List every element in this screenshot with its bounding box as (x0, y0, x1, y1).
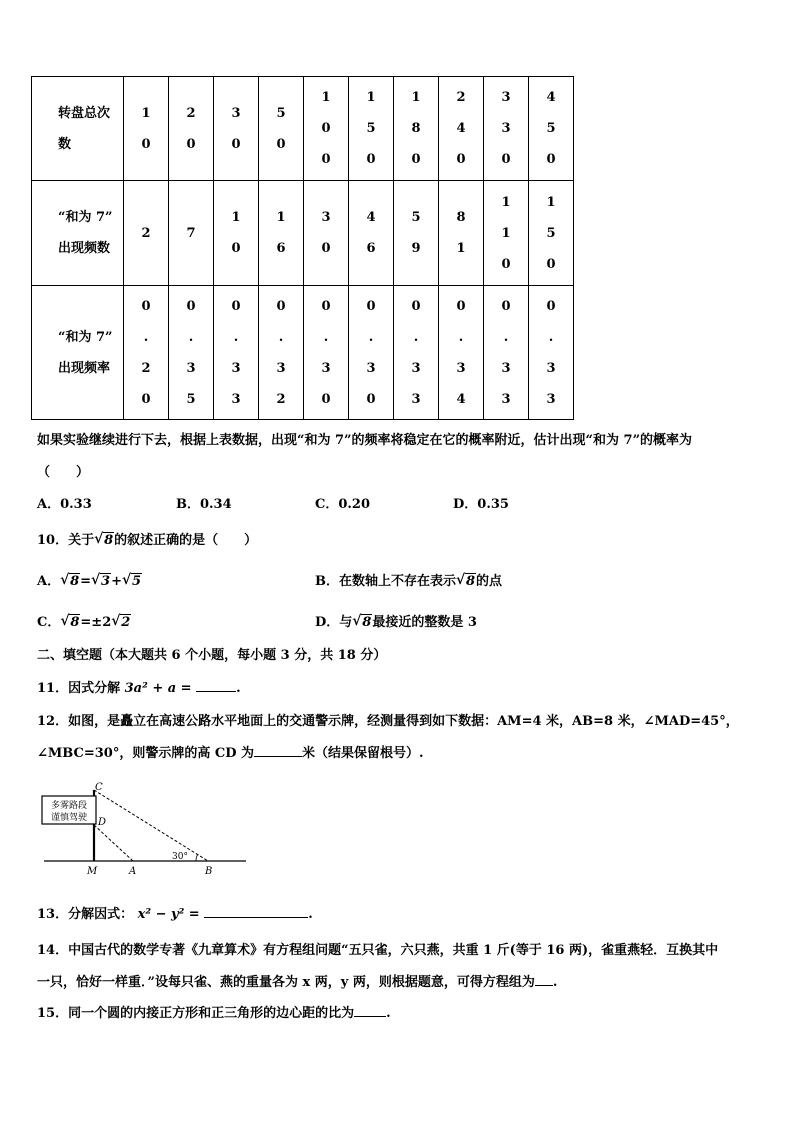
answer-blank (204, 905, 308, 918)
answer-blank (254, 744, 302, 757)
line-DA (94, 825, 133, 861)
row-header: “和为 7” 出现频数 (32, 181, 124, 286)
row-header: 转盘总次 数 (32, 77, 124, 181)
line-CB (94, 790, 208, 861)
q9-paren: （ ） (37, 465, 90, 480)
sign-text-1: 多雾路段 (50, 801, 88, 811)
angle-arc (196, 854, 198, 861)
answer-blank (535, 973, 553, 986)
warning-sign-figure (36, 780, 246, 880)
frequency-table (31, 76, 574, 420)
q11: 11．因式分解 3a² + a = . (37, 681, 241, 696)
q9-option-a: A．0.33 (37, 497, 92, 512)
answer-blank (354, 1004, 386, 1017)
q10-option-a: A． √ 8= √ 3+ √ 5 (37, 572, 142, 589)
q9-option-c: C．0.20 (315, 497, 371, 512)
q14-line1: 14．中国古代的数学专著《九章算术》有方程组问题“五只雀，六只燕，共重 1 斤(等于 16 两)，雀重燕轻．互换其中 (37, 943, 719, 958)
q10-stem: 10．关于 √ 8的叙述正确的是（ ） (37, 531, 258, 548)
q15: 15．同一个圆的内接正方形和正三角形的边心距的比为 . (37, 1006, 391, 1021)
table-row: “和为 7” 出现频数 2 7 1 0 1 6 3 0 4 6 5 9 8 1 1 1 0 1 5 0 (32, 181, 574, 286)
angle-label: 30° (172, 852, 188, 862)
q14-line2: 一只，恰好一样重．”设每只雀、燕的重量各为 x 两，y 两，则根据题意，可得方程组为 . (37, 975, 558, 990)
answer-blank (196, 679, 236, 692)
q13: 13．分解因式： x² − y² = . (37, 907, 313, 922)
q12-line1: 12．如图，是矗立在高速公路水平地面上的交通警示牌，经测量得到如下数据：AM=4 米，AB=8 米，∠MAD=45°， (37, 714, 739, 729)
table-row: “和为 7” 出现频率 0 . 2 0 0 . 3 5 0 . 3 3 0 . 3 2 0 . 3 0 0 . 3 0 0 . 3 3 0 . 3 4 0 . 3 3 0 . 3 3 (32, 286, 574, 420)
point-M: M (87, 866, 98, 877)
q9-option-d: D．0.35 (453, 497, 509, 512)
table-row: 转盘总次 数 1 0 2 0 3 0 5 0 1 0 0 1 5 0 1 8 0 2 4 0 3 3 0 4 5 0 (32, 77, 574, 181)
row-header: “和为 7” 出现频率 (32, 286, 124, 420)
q9-text: 如果实验继续进行下去，根据上表数据，出现“和为 7”的频率将稳定在它的概率附近，估计出现“和为 7”的概率为 (37, 433, 693, 448)
sign-text-2: 谨慎驾驶 (50, 813, 88, 823)
point-B: B (205, 866, 213, 877)
q12-line2: ∠MBC=30°，则警示牌的高 CD 为 米（结果保留根号）. (37, 746, 424, 761)
q10-option-d: D．与 √ 8最接近的整数是 3 (315, 613, 477, 630)
point-C: C (95, 782, 103, 793)
point-A: A (129, 866, 137, 877)
sqrt-8: √ 8 (94, 531, 114, 548)
section-heading: 二、填空题（本大题共 6 个小题，每小题 3 分，共 18 分） (37, 648, 387, 663)
point-D: D (98, 817, 107, 828)
q10-option-b: B．在数轴上不存在表示 √ 8的点 (315, 572, 503, 589)
q9-option-b: B．0.34 (176, 497, 232, 512)
q10-option-c: C． √ 8=±2 √ 2 (37, 613, 131, 630)
